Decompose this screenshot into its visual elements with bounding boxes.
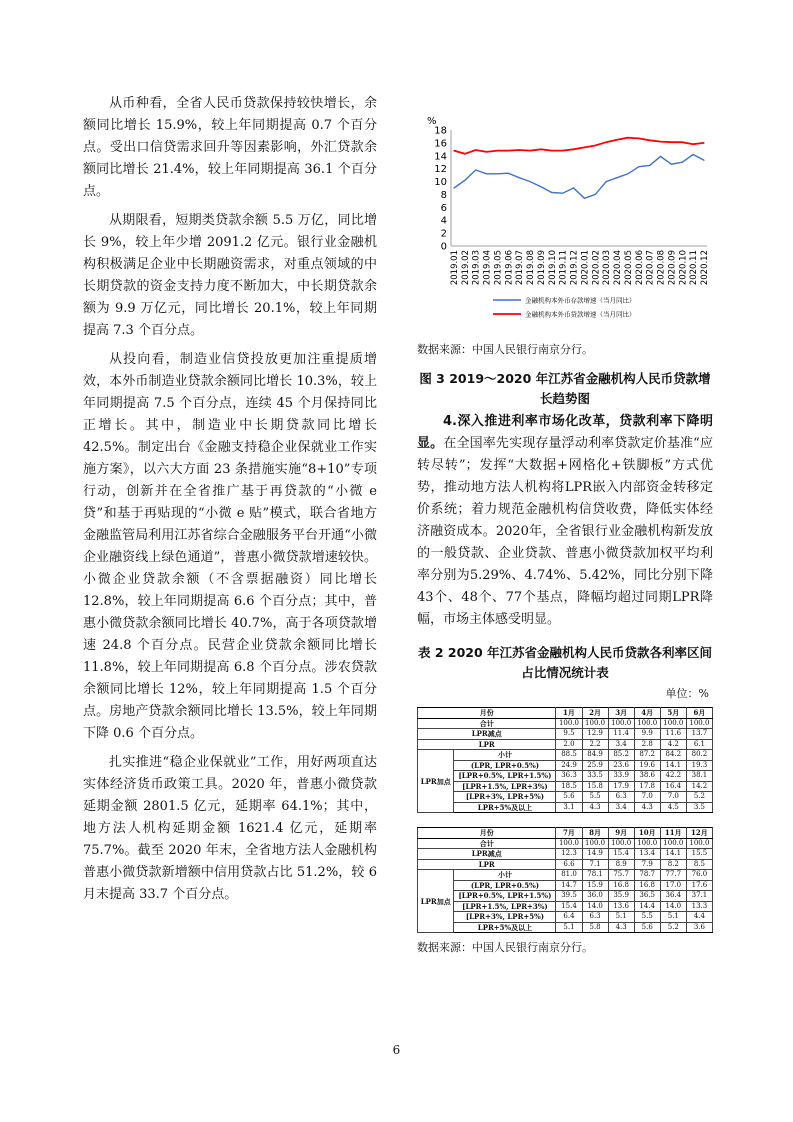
x-tick-label: 2020.02 [591, 250, 602, 286]
value-cell: 25.9 [582, 760, 608, 771]
y-tick-label: 8 [440, 189, 447, 201]
value-cell: 17.9 [608, 781, 634, 792]
value-cell: 4.2 [660, 739, 686, 750]
value-cell: 75.7 [608, 870, 634, 881]
x-tick-label: 2019.04 [482, 250, 493, 286]
month-cell: 7月 [556, 828, 582, 839]
value-cell: 100.0 [660, 718, 686, 729]
right-column [417, 110, 713, 955]
data-point [693, 154, 694, 155]
value-cell: 100.0 [582, 838, 608, 849]
figure-caption: 图 3 2019～2020 年江苏省金融机构人民币贷款增长趋势图 [419, 371, 711, 406]
x-tick-label: 2020.12 [700, 250, 710, 286]
value-cell: 78.1 [582, 870, 608, 881]
row-label: [LPR+1.5%, LPR+3%) [454, 901, 556, 912]
month-cell: 1月 [556, 708, 582, 719]
table-row [418, 739, 713, 750]
value-cell: 11.6 [660, 729, 686, 740]
value-cell: 7.9 [634, 859, 660, 870]
x-tick-label: 2019.06 [504, 250, 515, 286]
table-caption: 表 2 2020 年江苏省金融机构人民币贷款各利率区间占比情况统计表 [417, 645, 713, 680]
data-point [638, 166, 639, 167]
table-row [418, 729, 713, 740]
x-tick-label: 2020.05 [623, 250, 634, 286]
data-point [475, 149, 476, 150]
data-point [616, 139, 617, 140]
data-point [649, 165, 650, 166]
value-cell: 3.5 [686, 802, 712, 813]
table-row [418, 849, 713, 860]
data-point [486, 173, 487, 174]
value-cell: 84.9 [582, 750, 608, 761]
value-cell: 36.3 [556, 771, 582, 782]
value-cell: 100.0 [608, 718, 634, 729]
x-tick-label: 2020.07 [645, 249, 656, 286]
value-cell: 19.3 [686, 760, 712, 771]
value-cell: 6.3 [582, 912, 608, 923]
value-cell: 7.1 [582, 859, 608, 870]
value-cell: 4.3 [634, 802, 660, 813]
data-point [606, 181, 607, 182]
value-cell: 5.6 [556, 792, 582, 803]
value-cell: 16.8 [634, 880, 660, 891]
value-cell: 11.4 [608, 729, 634, 740]
month-cell: 3月 [608, 708, 634, 719]
row-label: (LPR, LPR+0.5%) [454, 760, 556, 771]
data-point [508, 173, 509, 174]
value-cell: 5.2 [686, 792, 712, 803]
value-cell: 87.2 [634, 750, 660, 761]
table-row [418, 838, 713, 849]
section-body: 在全国率先实现存量浮动利率贷款定价基准“应转尽转”；发挥“大数据+网格化+铁脚板”方式优势，推动地方法人机构将LPR嵌入内部资金转移定价系统；着力规范金融机构信贷收费，降低实体经济融资成本。2020年，全省银行业金融机构新发放的一般贷款、企业贷款、普惠小微贷款加权平均利率分别为5.29%、4.74%、5.42%，同比分别下降43个、48个、77个基点，降幅均超过同期LPR降幅，市场主体感受明显。 [417, 436, 713, 627]
data-point [595, 194, 596, 195]
x-tick-label: 2020.01 [580, 250, 591, 286]
y-axis-unit: % [427, 116, 437, 127]
table-row [418, 870, 713, 881]
data-point [551, 192, 552, 193]
data-point [693, 144, 694, 145]
value-cell: 15.4 [556, 901, 582, 912]
row-label: [LPR+1.5%, LPR+3%) [454, 781, 556, 792]
data-point [519, 177, 520, 178]
data-point [453, 187, 454, 188]
value-cell: 100.0 [556, 838, 582, 849]
data-point [649, 140, 650, 141]
value-cell: 4.3 [582, 802, 608, 813]
value-cell: 14.7 [556, 880, 582, 891]
data-point [562, 193, 563, 194]
value-cell: 15.5 [686, 849, 712, 860]
x-tick-label: 2019.11 [558, 250, 569, 286]
value-cell: 100.0 [660, 838, 686, 849]
row-label: 小计 [454, 750, 556, 761]
chart-source: 数据来源：中国人民银行南京分行。 [417, 343, 593, 356]
data-point [660, 156, 661, 157]
value-cell: 5.5 [582, 792, 608, 803]
value-cell: 100.0 [582, 718, 608, 729]
month-cell: 9月 [608, 828, 634, 839]
x-tick-label: 2020.10 [678, 250, 689, 286]
left-column [83, 93, 377, 913]
value-cell: 9.5 [556, 729, 582, 740]
value-cell: 14.4 [634, 901, 660, 912]
value-cell: 88.5 [556, 750, 582, 761]
data-point [573, 187, 574, 188]
chart-svg [417, 110, 713, 335]
value-cell: 15.8 [582, 781, 608, 792]
table-row [418, 771, 713, 782]
value-cell: 100.0 [634, 838, 660, 849]
table-header-row [418, 708, 713, 719]
value-cell: 7.0 [660, 792, 686, 803]
table-row [418, 880, 713, 891]
table-unit: 单位：% [665, 687, 709, 700]
value-cell: 84.2 [660, 750, 686, 761]
value-cell: 13.6 [608, 901, 634, 912]
value-cell: 3.4 [608, 739, 634, 750]
x-tick-label: 2020.03 [602, 250, 613, 286]
value-cell: 4.4 [686, 912, 712, 923]
value-cell: 16.8 [608, 880, 634, 891]
value-cell: 8.2 [660, 859, 686, 870]
row-label: LPR [418, 859, 556, 870]
page-number: 6 [392, 1043, 401, 1057]
value-cell: 3.1 [556, 802, 582, 813]
value-cell: 13.4 [634, 849, 660, 860]
data-point [508, 150, 509, 151]
month-header: 月份 [418, 708, 556, 719]
value-cell: 38.1 [686, 771, 712, 782]
value-cell: 4.3 [608, 922, 634, 933]
value-cell: 77.7 [660, 870, 686, 881]
x-tick-label: 2019.03 [471, 250, 482, 286]
data-point [529, 150, 530, 151]
row-label: LPR减点 [418, 729, 556, 740]
loan-growth-line [454, 138, 704, 154]
legend-label: 金融机构本外币存款增速（当月同比） [525, 296, 636, 305]
value-cell: 33.5 [582, 771, 608, 782]
value-cell: 24.9 [556, 760, 582, 771]
value-cell: 13.3 [686, 901, 712, 912]
value-cell: 17.8 [634, 781, 660, 792]
data-point [627, 173, 628, 174]
value-cell: 6.6 [556, 859, 582, 870]
y-tick-label: 0 [440, 241, 447, 253]
data-point [573, 149, 574, 150]
month-cell: 2月 [582, 708, 608, 719]
value-cell: 78.7 [634, 870, 660, 881]
value-cell: 5.1 [660, 912, 686, 923]
value-cell: 100.0 [608, 838, 634, 849]
data-point [616, 177, 617, 178]
x-tick-label: 2019.05 [493, 250, 504, 286]
data-point [584, 147, 585, 148]
row-label: LPR [418, 739, 556, 750]
deposit-growth-line [454, 155, 704, 199]
value-cell: 81.0 [556, 870, 582, 881]
group-label: LPR加点 [418, 870, 454, 933]
y-tick-label: 18 [434, 125, 447, 137]
data-point [551, 150, 552, 151]
x-tick-label: 2019.09 [536, 250, 547, 286]
value-cell: 76.0 [686, 870, 712, 881]
value-cell: 19.6 [634, 760, 660, 771]
data-point [529, 181, 530, 182]
value-cell: 14.9 [582, 849, 608, 860]
row-label: 合计 [418, 718, 556, 729]
month-cell: 10月 [634, 828, 660, 839]
table-row [418, 718, 713, 729]
table-row [418, 891, 713, 902]
loan-growth-chart [417, 110, 713, 335]
table-header-row [418, 828, 713, 839]
value-cell: 5.1 [608, 912, 634, 923]
table-row [418, 901, 713, 912]
month-cell: 12月 [686, 828, 712, 839]
row-label: 小计 [454, 870, 556, 881]
value-cell: 80.2 [686, 750, 712, 761]
table-row [418, 781, 713, 792]
table-source: 数据来源：中国人民银行南京分行。 [417, 941, 593, 954]
x-tick-label: 2019.07 [515, 250, 526, 286]
paragraph-currency: 从币种看，全省人民币贷款保持较快增长，余额同比增长 15.9%，较上年同期提高 0.7 个百分点。受出口信贷需求回升等因素影响，外汇贷款余额同比增长 21.4%，较上年同期提高 36.1 个百分点。 [83, 96, 377, 199]
data-point [606, 142, 607, 143]
value-cell: 15.9 [582, 880, 608, 891]
value-cell: 100.0 [686, 838, 712, 849]
value-cell: 100.0 [686, 718, 712, 729]
value-cell: 38.6 [634, 771, 660, 782]
value-cell: 8.5 [686, 859, 712, 870]
data-point [497, 173, 498, 174]
value-cell: 7.0 [634, 792, 660, 803]
value-cell: 100.0 [634, 718, 660, 729]
data-point [703, 142, 704, 143]
value-cell: 8.9 [608, 859, 634, 870]
value-cell: 37.1 [686, 891, 712, 902]
value-cell: 100.0 [556, 718, 582, 729]
data-point [497, 150, 498, 151]
x-tick-label: 2019.02 [460, 250, 471, 286]
value-cell: 5.8 [582, 922, 608, 933]
data-point [464, 180, 465, 181]
data-point [671, 164, 672, 165]
value-cell: 17.0 [660, 880, 686, 891]
data-point [584, 198, 585, 199]
data-point [703, 160, 704, 161]
row-label: LPR减点 [418, 849, 556, 860]
month-cell: 11月 [660, 828, 686, 839]
month-cell: 4月 [634, 708, 660, 719]
data-point [595, 145, 596, 146]
value-cell: 36.5 [634, 891, 660, 902]
table-row [418, 859, 713, 870]
value-cell: 5.2 [660, 922, 686, 933]
data-point [453, 150, 454, 151]
data-point [464, 153, 465, 154]
rate-table-h1 [417, 707, 713, 813]
value-cell: 2.2 [582, 739, 608, 750]
data-point [540, 149, 541, 150]
x-tick-label: 2020.04 [613, 250, 624, 286]
value-cell: 3.6 [686, 922, 712, 933]
month-cell: 6月 [686, 708, 712, 719]
value-cell: 6.3 [608, 792, 634, 803]
value-cell: 39.5 [556, 891, 582, 902]
data-point [475, 169, 476, 170]
value-cell: 2.8 [634, 739, 660, 750]
value-cell: 85.2 [608, 750, 634, 761]
data-point [519, 149, 520, 150]
value-cell: 33.9 [608, 771, 634, 782]
value-cell: 36.4 [660, 891, 686, 902]
month-cell: 8月 [582, 828, 608, 839]
row-label: [LPR+0.5%, LPR+1.5%) [454, 771, 556, 782]
value-cell: 14.1 [660, 849, 686, 860]
data-point [638, 138, 639, 139]
table-row [418, 792, 713, 803]
row-label: [LPR+3%, LPR+5%) [454, 912, 556, 923]
value-cell: 5.6 [634, 922, 660, 933]
group-label: LPR加点 [418, 750, 454, 813]
y-tick-label: 4 [440, 215, 447, 227]
y-tick-label: 6 [440, 202, 447, 214]
paragraph-term: 从期限看，短期类贷款余额 5.5 万亿，同比增长 9%，较上年少增 2091.2 亿元。银行业金融机构积极满足企业中长期融资需求，对重点领域的中长期贷款的资金支持力度不断加大，中长期贷款余额为 9.9 万亿元，同比增长 20.1%，较上年同期提高 7.3 个百分点。 [83, 213, 377, 338]
value-cell: 3.4 [608, 802, 634, 813]
value-cell: 5.1 [556, 922, 582, 933]
table-row [418, 802, 713, 813]
x-tick-label: 2020.08 [656, 249, 667, 286]
row-label: [LPR+0.5%, LPR+1.5%) [454, 891, 556, 902]
x-tick-label: 2020.11 [689, 250, 700, 286]
table-row [418, 912, 713, 923]
table-row [418, 760, 713, 771]
section-heading: 4.深入推进利率市场化改革，贷款利率下降明显。 [417, 414, 713, 451]
value-cell: 36.0 [582, 891, 608, 902]
data-point [486, 151, 487, 152]
y-tick-label: 10 [434, 177, 447, 189]
row-label: LPR+5%及以上 [454, 922, 556, 933]
value-cell: 13.7 [686, 729, 712, 740]
data-point [627, 137, 628, 138]
data-point [660, 141, 661, 142]
value-cell: 5.5 [634, 912, 660, 923]
value-cell: 42.2 [660, 771, 686, 782]
x-tick-label: 2019.08 [526, 250, 537, 286]
y-tick-label: 16 [434, 138, 447, 150]
value-cell: 23.6 [608, 760, 634, 771]
rate-table-h2 [417, 827, 713, 933]
value-cell: 12.3 [556, 849, 582, 860]
value-cell: 35.9 [608, 891, 634, 902]
value-cell: 6.4 [556, 912, 582, 923]
value-cell: 14.0 [660, 901, 686, 912]
table-row [418, 750, 713, 761]
month-cell: 5月 [660, 708, 686, 719]
x-tick-label: 2019.10 [547, 250, 558, 286]
value-cell: 4.5 [660, 802, 686, 813]
row-label: LPR+5%及以上 [454, 802, 556, 813]
value-cell: 17.6 [686, 880, 712, 891]
x-tick-label: 2019.01 [450, 250, 460, 286]
value-cell: 16.4 [660, 781, 686, 792]
data-point [671, 142, 672, 143]
month-header: 月份 [418, 828, 556, 839]
y-tick-label: 12 [434, 164, 447, 176]
data-point [682, 162, 683, 163]
section-paragraph [417, 411, 713, 631]
x-tick-label: 2020.06 [634, 249, 645, 286]
value-cell: 12.9 [582, 729, 608, 740]
table-row [418, 922, 713, 933]
row-label: [LPR+3%, LPR+5%) [454, 792, 556, 803]
value-cell: 6.1 [686, 739, 712, 750]
legend-label: 金融机构本外币贷款增速（当月同比） [525, 310, 636, 319]
value-cell: 9.9 [634, 729, 660, 740]
value-cell: 14.1 [660, 760, 686, 771]
data-point [682, 142, 683, 143]
paragraph-stabilize: 扎实推进“稳企业保就业”工作，用好两项直达实体经济货币政策工具。2020 年，普惠小微贷款延期金额 2801.5 亿元，延期率 64.1%；其中，地方法人机构延期金额 1621.4 亿元，延期率 75.7%。截至 2020 年末，全省地方法人金融机构普惠小微贷款新增额中信用贷款占比 51.2%，较 6 月末提高 33.7 个百分点。 [83, 755, 377, 902]
value-cell: 15.4 [608, 849, 634, 860]
paragraph-sector: 从投向看，制造业信贷投放更加注重提质增效，本外币制造业贷款余额同比增长 10.3%，较上年同期提高 7.5 个百分点，连续 45 个月保持同比正增长。其中，制造业中长期贷款同比增长 42.5%。制定出台《金融支持稳企业保就业工作实施方案》，以六大方面 23 条措施实施“8+10”专项行动，创新并在全省推广基于再贷款的“小微 e 贷”和基于再贴现的“小微 e 贴”模式，联合省地方金融监管局利用江苏省综合金融服务平台开通“小微企业融资线上绿色通道”，普惠小微贷款增速较快。小微企业贷款余额（不含票据融资）同比增长 12.8%，较上年同期提高 6.6 个百分点；其中，普惠小微贷款余额同比增长 40.7%，高于各项贷款增速 24.8 个百分点。民营企业贷款余额同比增长 11.8%，较上年同期提高 6.8 个百分点。涉农贷款余额同比增长 12%，较上年同期提高 1.5 个百分点。房地产贷款余额同比增长 13.5%，较上年同期下降 0.6 个百分点。 [83, 352, 377, 741]
value-cell: 14.0 [582, 901, 608, 912]
x-tick-label: 2019.12 [569, 250, 580, 286]
value-cell: 18.5 [556, 781, 582, 792]
data-point [540, 186, 541, 187]
row-label: (LPR, LPR+0.5%) [454, 880, 556, 891]
y-tick-label: 2 [440, 228, 447, 240]
data-point [562, 150, 563, 151]
y-tick-label: 14 [434, 151, 447, 163]
row-label: 合计 [418, 838, 556, 849]
value-cell: 14.2 [686, 781, 712, 792]
x-tick-label: 2020.09 [667, 250, 678, 286]
value-cell: 2.0 [556, 739, 582, 750]
